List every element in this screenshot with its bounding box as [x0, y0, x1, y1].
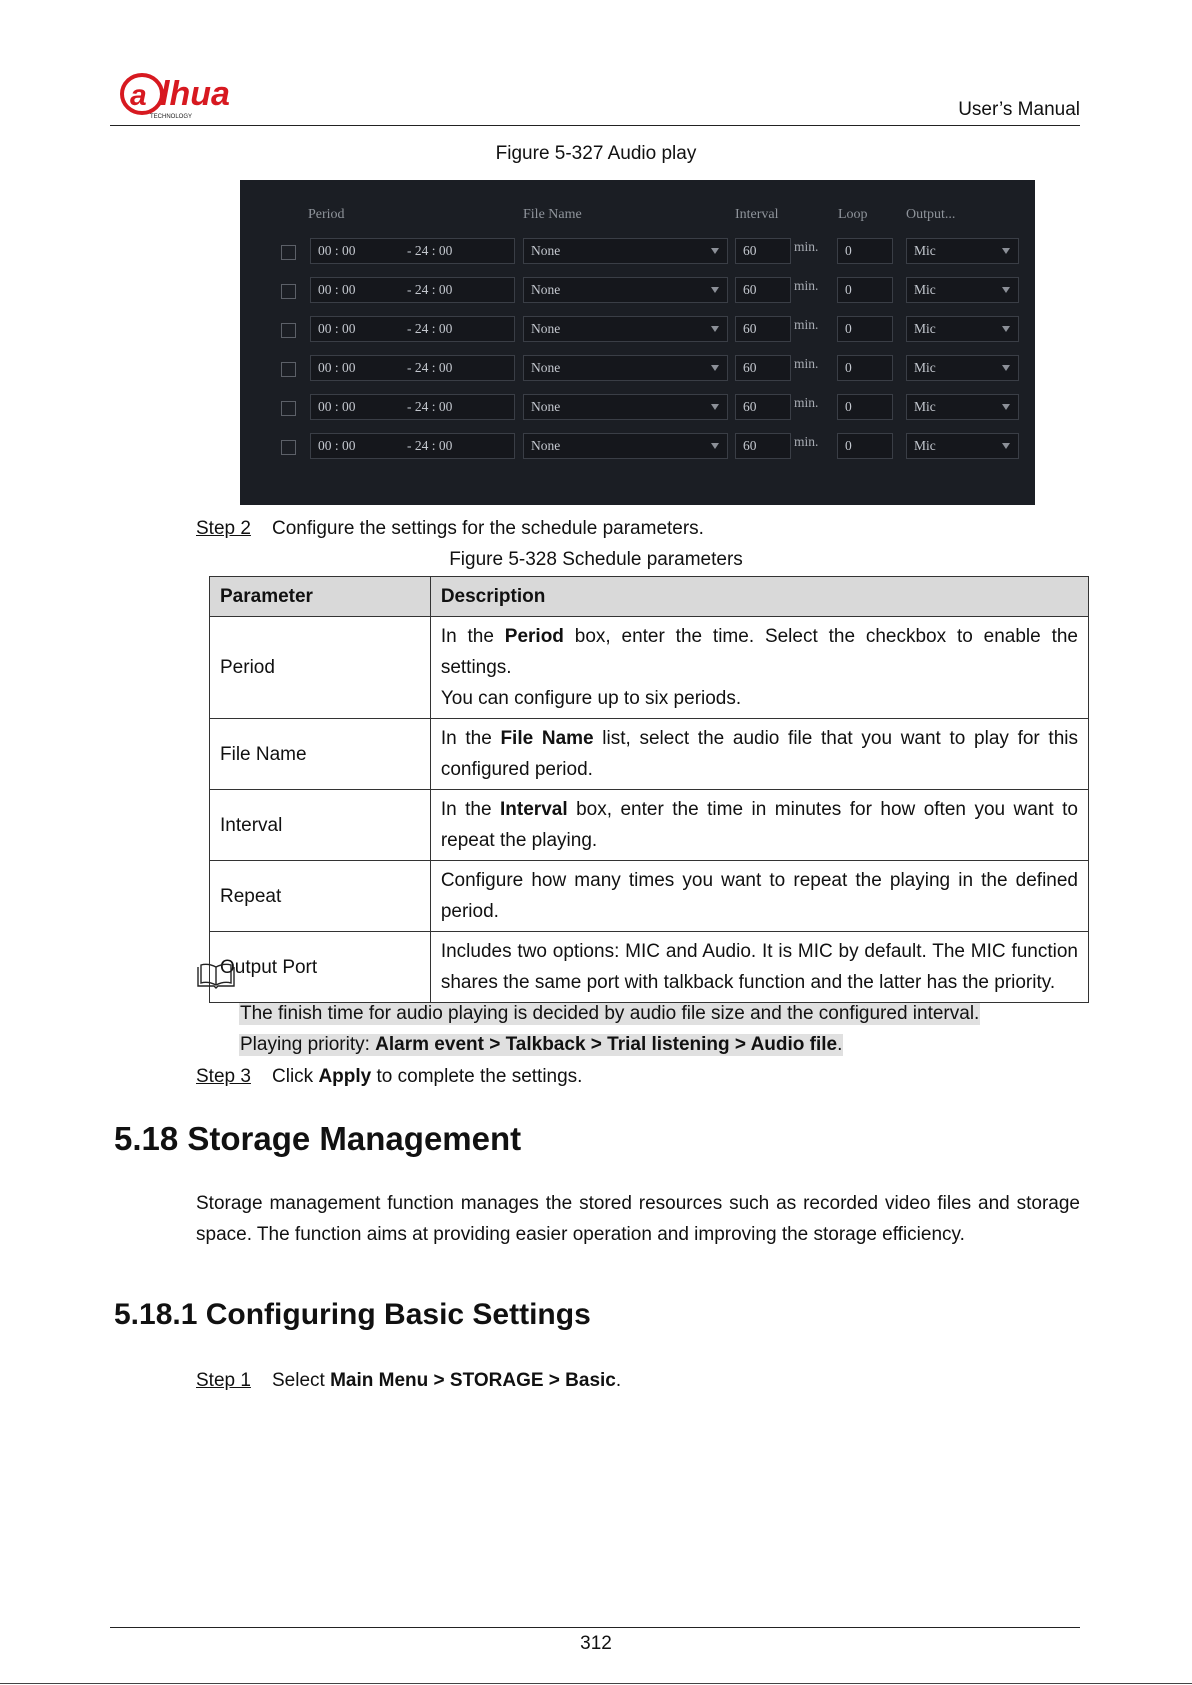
step-label: Step 2: [196, 518, 251, 539]
file-name-select[interactable]: None: [523, 277, 728, 303]
interval-unit: min.: [794, 317, 819, 332]
output-select[interactable]: Mic: [906, 277, 1019, 303]
param-name: Interval: [210, 790, 431, 861]
section-body: Storage management function manages the stored resources such as recorded video files and storage space. The function aims at providing easier operation and improving the storage efficiency.: [196, 1193, 1080, 1245]
period-time-input[interactable]: 00 : 00 - 24 : 00: [310, 238, 515, 264]
interval-input[interactable]: 60: [735, 316, 791, 342]
chevron-down-icon: [711, 326, 719, 332]
loop-input[interactable]: 0: [837, 238, 893, 264]
table-row: [210, 719, 1089, 790]
chevron-down-icon: [1002, 404, 1010, 410]
param-description: Configure how many times you want to repeat the playing in the defined period.: [430, 861, 1088, 932]
chevron-down-icon: [711, 248, 719, 254]
param-description: In the Period box, enter the time. Select the checkbox to enable the settings. You can configure up to six periods.: [430, 617, 1088, 719]
table-row: [210, 617, 1089, 719]
step-1: Step 1 Select Main Menu > STORAGE > Basic.: [196, 1370, 622, 1391]
output-select[interactable]: Mic: [906, 355, 1019, 381]
chevron-down-icon: [1002, 287, 1010, 293]
note-playing-priority: Playing priority: Alarm event > Talkback > Trial listening > Audio file.: [240, 1034, 843, 1055]
interval-input[interactable]: 60: [735, 433, 791, 459]
document-title: User’s Manual: [958, 99, 1080, 120]
header-divider: [110, 125, 1080, 126]
param-name: Period: [210, 617, 431, 719]
interval-unit: min.: [794, 434, 819, 449]
section-title-5-18: 5.18 Storage Management: [114, 1120, 522, 1157]
param-name: File Name: [210, 719, 431, 790]
chevron-down-icon: [711, 365, 719, 371]
col-header-period: Period: [308, 207, 345, 222]
svg-text:TECHNOLOGY: TECHNOLOGY: [150, 114, 193, 120]
schedule-parameters-table: [209, 576, 1089, 1003]
file-name-select[interactable]: None: [523, 433, 728, 459]
step-label: Step 3: [196, 1066, 251, 1087]
loop-input[interactable]: 0: [837, 433, 893, 459]
file-name-select[interactable]: None: [523, 238, 728, 264]
note-finish-time: The finish time for audio playing is decided by audio file size and the configured interval.: [240, 1003, 980, 1024]
period-time-input[interactable]: 00 : 00 - 24 : 00: [310, 394, 515, 420]
param-description: In the Interval box, enter the time in minutes for how often you want to repeat the playing.: [430, 790, 1088, 861]
interval-input[interactable]: 60: [735, 277, 791, 303]
table-row: [210, 861, 1089, 932]
chevron-down-icon: [1002, 248, 1010, 254]
schedule-row: [240, 277, 1035, 305]
period-time-input[interactable]: 00 : 00 - 24 : 00: [310, 433, 515, 459]
table-header-row: [210, 577, 1089, 617]
col-header-interval: Interval: [735, 207, 779, 222]
output-select[interactable]: Mic: [906, 433, 1019, 459]
period-time-input[interactable]: 00 : 00 - 24 : 00: [310, 316, 515, 342]
schedule-row: [240, 355, 1035, 383]
interval-input[interactable]: 60: [735, 355, 791, 381]
page-number: 312: [580, 1633, 612, 1654]
period-checkbox[interactable]: [281, 362, 296, 377]
loop-input[interactable]: 0: [837, 355, 893, 381]
file-name-select[interactable]: None: [523, 394, 728, 420]
book-note-icon: [196, 963, 236, 989]
schedule-row: [240, 316, 1035, 344]
table-row: [210, 932, 1089, 1003]
svg-text:a: a: [130, 79, 147, 112]
schedule-row: [240, 433, 1035, 461]
param-name: Repeat: [210, 861, 431, 932]
interval-unit: min.: [794, 278, 819, 293]
interval-unit: min.: [794, 356, 819, 371]
table-header-parameter: Parameter: [210, 577, 431, 617]
file-name-select[interactable]: None: [523, 355, 728, 381]
period-checkbox[interactable]: [281, 440, 296, 455]
schedule-row: [240, 238, 1035, 266]
interval-input[interactable]: 60: [735, 394, 791, 420]
audio-play-screenshot: [240, 180, 1035, 505]
param-description: Includes two options: MIC and Audio. It is MIC by default. The MIC function shares the same port with talkback function and the latter has the priority.: [430, 932, 1088, 1003]
output-select[interactable]: Mic: [906, 394, 1019, 420]
chevron-down-icon: [1002, 365, 1010, 371]
period-time-input[interactable]: 00 : 00 - 24 : 00: [310, 277, 515, 303]
loop-input[interactable]: 0: [837, 316, 893, 342]
chevron-down-icon: [711, 443, 719, 449]
period-checkbox[interactable]: [281, 284, 296, 299]
table-row: [210, 790, 1089, 861]
chevron-down-icon: [711, 287, 719, 293]
period-checkbox[interactable]: [281, 401, 296, 416]
page-bottom-edge: [0, 1683, 1192, 1684]
step-label: Step 1: [196, 1370, 251, 1391]
section-title-5-18-1: 5.18.1 Configuring Basic Settings: [114, 1298, 591, 1331]
param-description: In the File Name list, select the audio file that you want to play for this configured period.: [430, 719, 1088, 790]
step-text: Configure the settings for the schedule parameters.: [272, 518, 704, 539]
interval-unit: min.: [794, 395, 819, 410]
col-header-output: Output...: [906, 207, 956, 222]
footer-divider: [110, 1627, 1080, 1628]
chevron-down-icon: [1002, 326, 1010, 332]
svg-text:lhua: lhua: [160, 75, 230, 113]
loop-input[interactable]: 0: [837, 277, 893, 303]
period-checkbox[interactable]: [281, 323, 296, 338]
period-time-input[interactable]: 00 : 00 - 24 : 00: [310, 355, 515, 381]
output-select[interactable]: Mic: [906, 238, 1019, 264]
chevron-down-icon: [1002, 443, 1010, 449]
chevron-down-icon: [711, 404, 719, 410]
figure-caption-327: Figure 5-327 Audio play: [495, 143, 697, 164]
col-header-file-name: File Name: [523, 207, 582, 222]
interval-input[interactable]: 60: [735, 238, 791, 264]
schedule-row: [240, 394, 1035, 422]
table-header-description: Description: [430, 577, 1088, 617]
loop-input[interactable]: 0: [837, 394, 893, 420]
output-select[interactable]: Mic: [906, 316, 1019, 342]
figure-caption-328: Figure 5-328 Schedule parameters: [449, 549, 743, 570]
period-checkbox[interactable]: [281, 245, 296, 260]
file-name-select[interactable]: None: [523, 316, 728, 342]
col-header-loop: Loop: [838, 207, 868, 222]
interval-unit: min.: [794, 239, 819, 254]
dahua-logo: [120, 72, 255, 120]
step-2: [196, 518, 704, 540]
param-name: Output Port: [210, 932, 431, 1003]
step-3: Step 3 Click Apply to complete the settings.: [196, 1066, 583, 1087]
